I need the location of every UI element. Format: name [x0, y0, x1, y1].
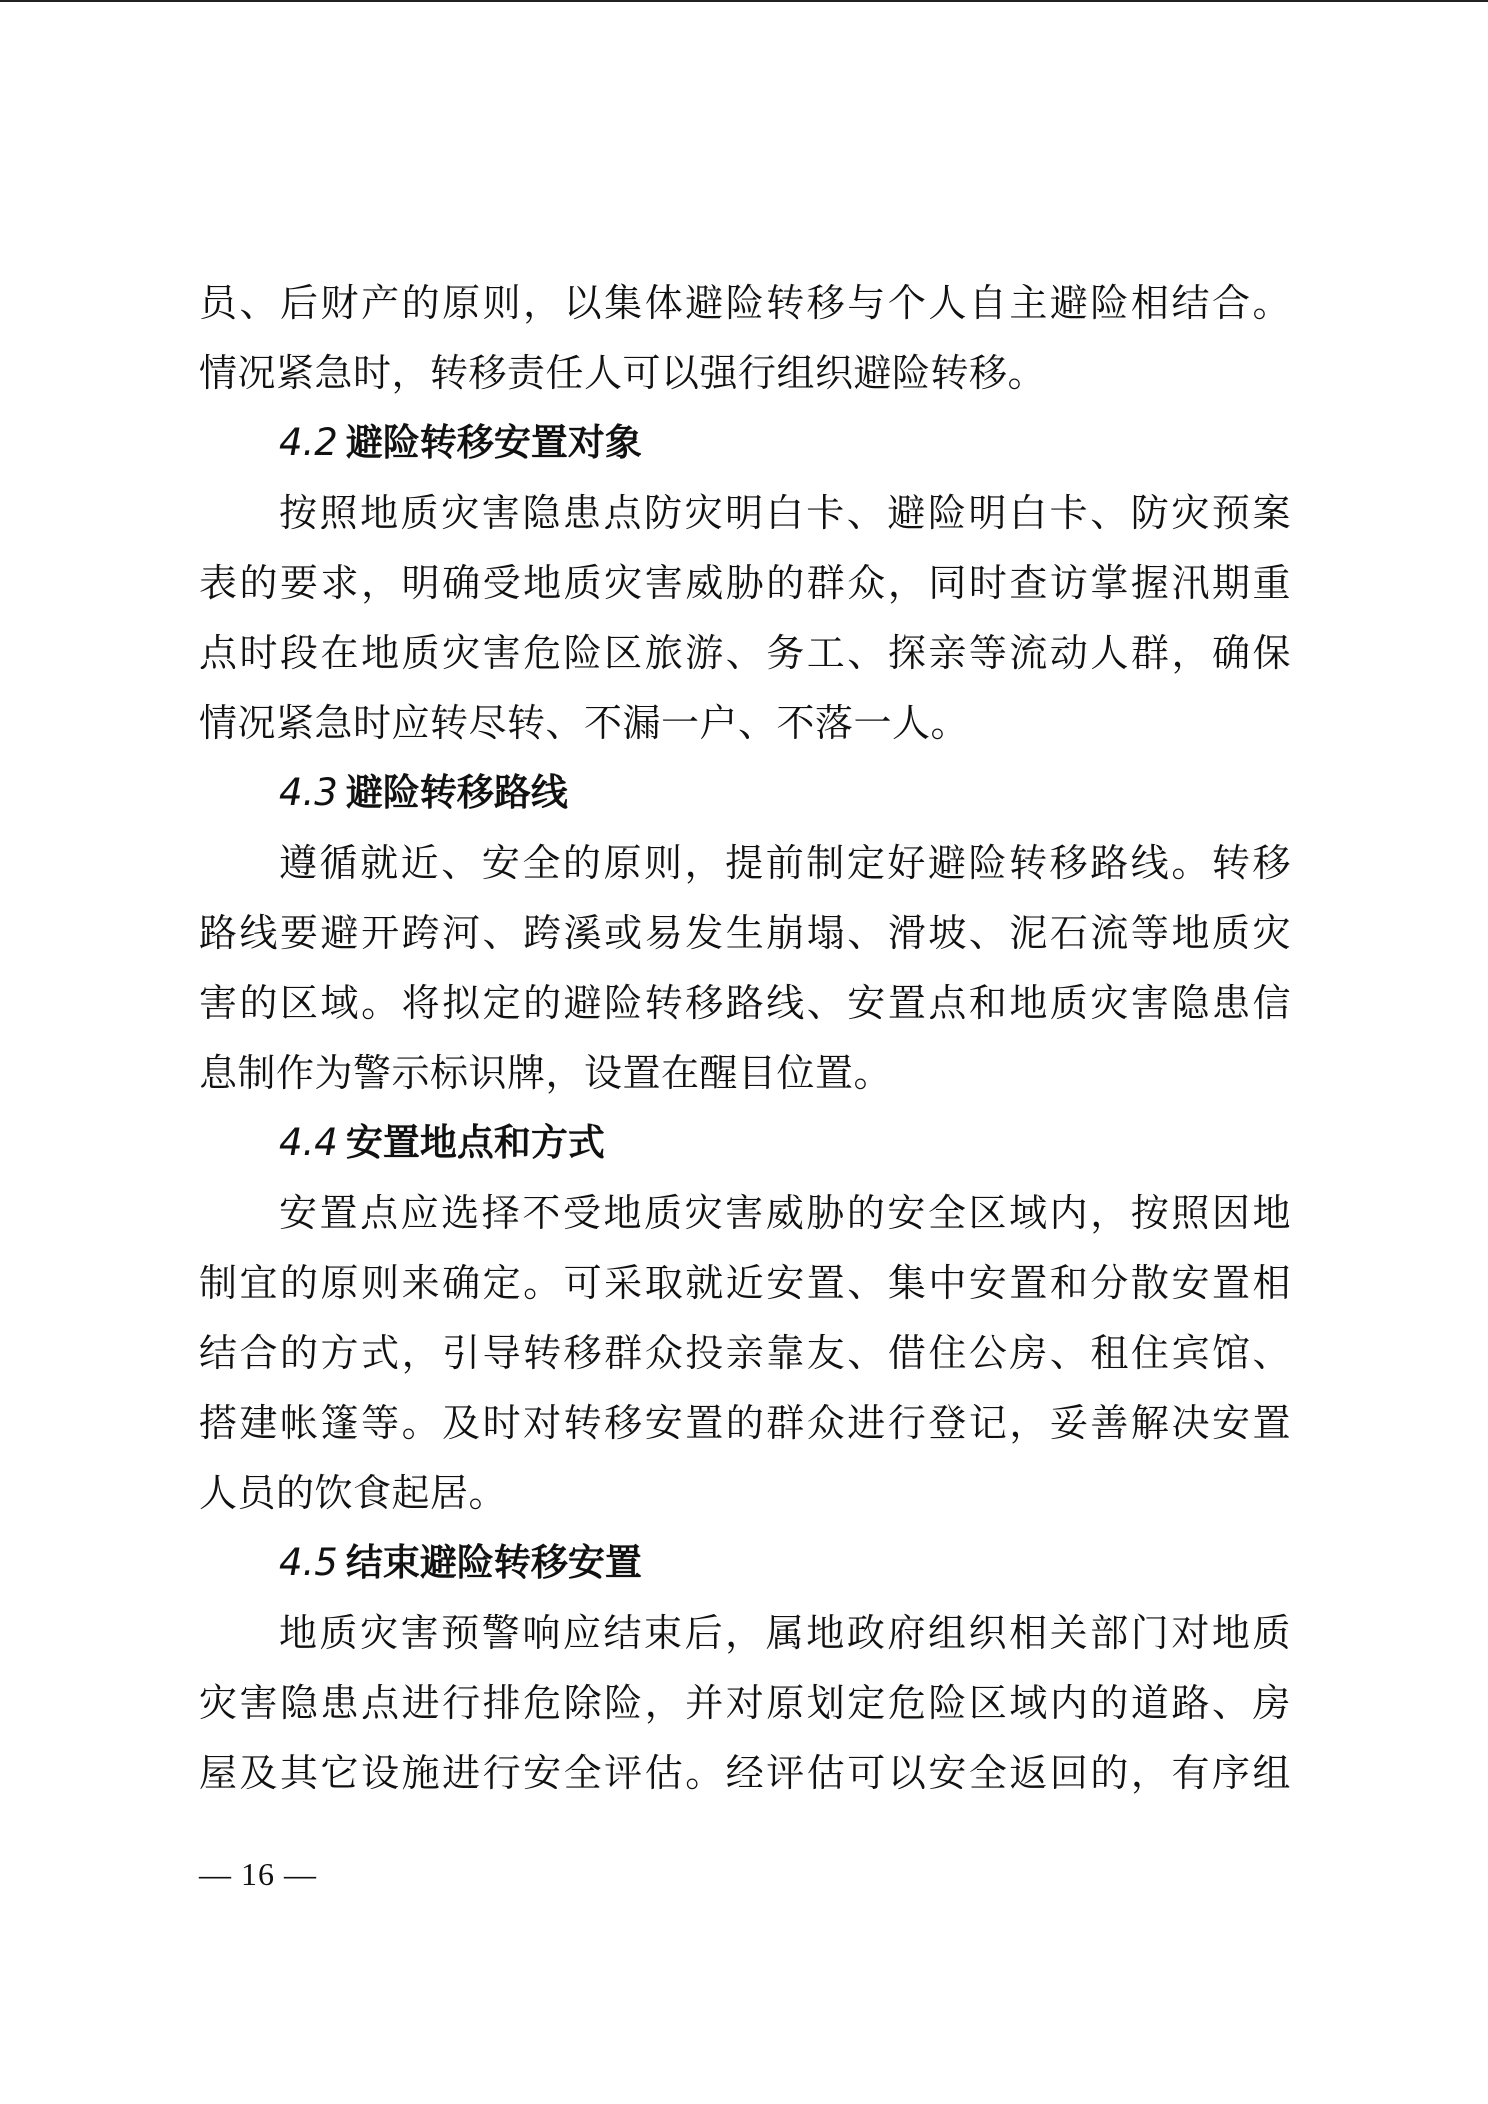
- text-line: 搭建帐篷等。及时对转移安置的群众进行登记，妥善解决安置: [199, 1401, 1291, 1445]
- text-line: 情况紧急时应转尽转、不漏一户、不落一人。: [199, 701, 970, 745]
- section-heading-4-5: [199, 1528, 1291, 1598]
- section-heading-4-3: [199, 758, 1291, 828]
- text-line: 息制作为警示标识牌，设置在醒目位置。: [199, 1051, 893, 1095]
- section-number: 4.3: [279, 771, 338, 814]
- text-line: 路线要避开跨河、跨溪或易发生崩塌、滑坡、泥石流等地质灾: [199, 911, 1291, 955]
- text-line: 害的区域。将拟定的避险转移路线、安置点和地质灾害隐患信: [199, 981, 1291, 1025]
- section-heading-4-2: [199, 408, 1291, 478]
- text-line: 人员的饮食起居。: [199, 1471, 508, 1515]
- text-line: 制宜的原则来确定。可采取就近安置、集中安置和分散安置相: [199, 1261, 1291, 1305]
- text-line: 结合的方式，引导转移群众投亲靠友、借住公房、租住宾馆、: [199, 1331, 1291, 1375]
- text-line: 表的要求，明确受地质灾害威胁的群众，同时查访掌握汛期重: [199, 561, 1291, 605]
- paragraph-evacuation-targets: [199, 478, 1291, 758]
- section-number: 4.4: [279, 1121, 338, 1164]
- paragraph-end-evacuation: [199, 1598, 1291, 1808]
- text-line: 遵循就近、安全的原则，提前制定好避险转移路线。转移: [279, 841, 1291, 885]
- paragraph-evacuation-routes: [199, 828, 1291, 1108]
- text-line: 按照地质灾害隐患点防灾明白卡、避险明白卡、防灾预案: [279, 491, 1291, 535]
- paragraph-continuation: [199, 268, 1291, 408]
- paragraph-placement-sites: [199, 1178, 1291, 1528]
- text-line: 点时段在地质灾害危险区旅游、务工、探亲等流动人群，确保: [199, 631, 1291, 675]
- text-line: 情况紧急时，转移责任人可以强行组织避险转移。: [199, 351, 1047, 395]
- document-body: [199, 268, 1291, 1808]
- section-number: 4.2: [279, 421, 338, 464]
- page-top-border: [0, 0, 1488, 2]
- text-line: 地质灾害预警响应结束后，属地政府组织相关部门对地质: [279, 1611, 1291, 1655]
- section-title: 结束避险转移安置: [345, 1541, 642, 1584]
- section-title: 安置地点和方式: [345, 1121, 605, 1164]
- text-line: 员、后财产的原则，以集体避险转移与个人自主避险相结合。: [199, 281, 1291, 325]
- text-line: 屋及其它设施进行安全评估。经评估可以安全返回的，有序组: [199, 1751, 1291, 1795]
- section-title: 避险转移安置对象: [345, 421, 642, 464]
- section-number: 4.5: [279, 1541, 338, 1584]
- section-title: 避险转移路线: [345, 771, 568, 814]
- section-heading-4-4: [199, 1108, 1291, 1178]
- text-line: 灾害隐患点进行排危除险，并对原划定危险区域内的道路、房: [199, 1681, 1291, 1725]
- page-number: — 16 —: [199, 1856, 317, 1892]
- text-line: 安置点应选择不受地质灾害威胁的安全区域内，按照因地: [279, 1191, 1291, 1235]
